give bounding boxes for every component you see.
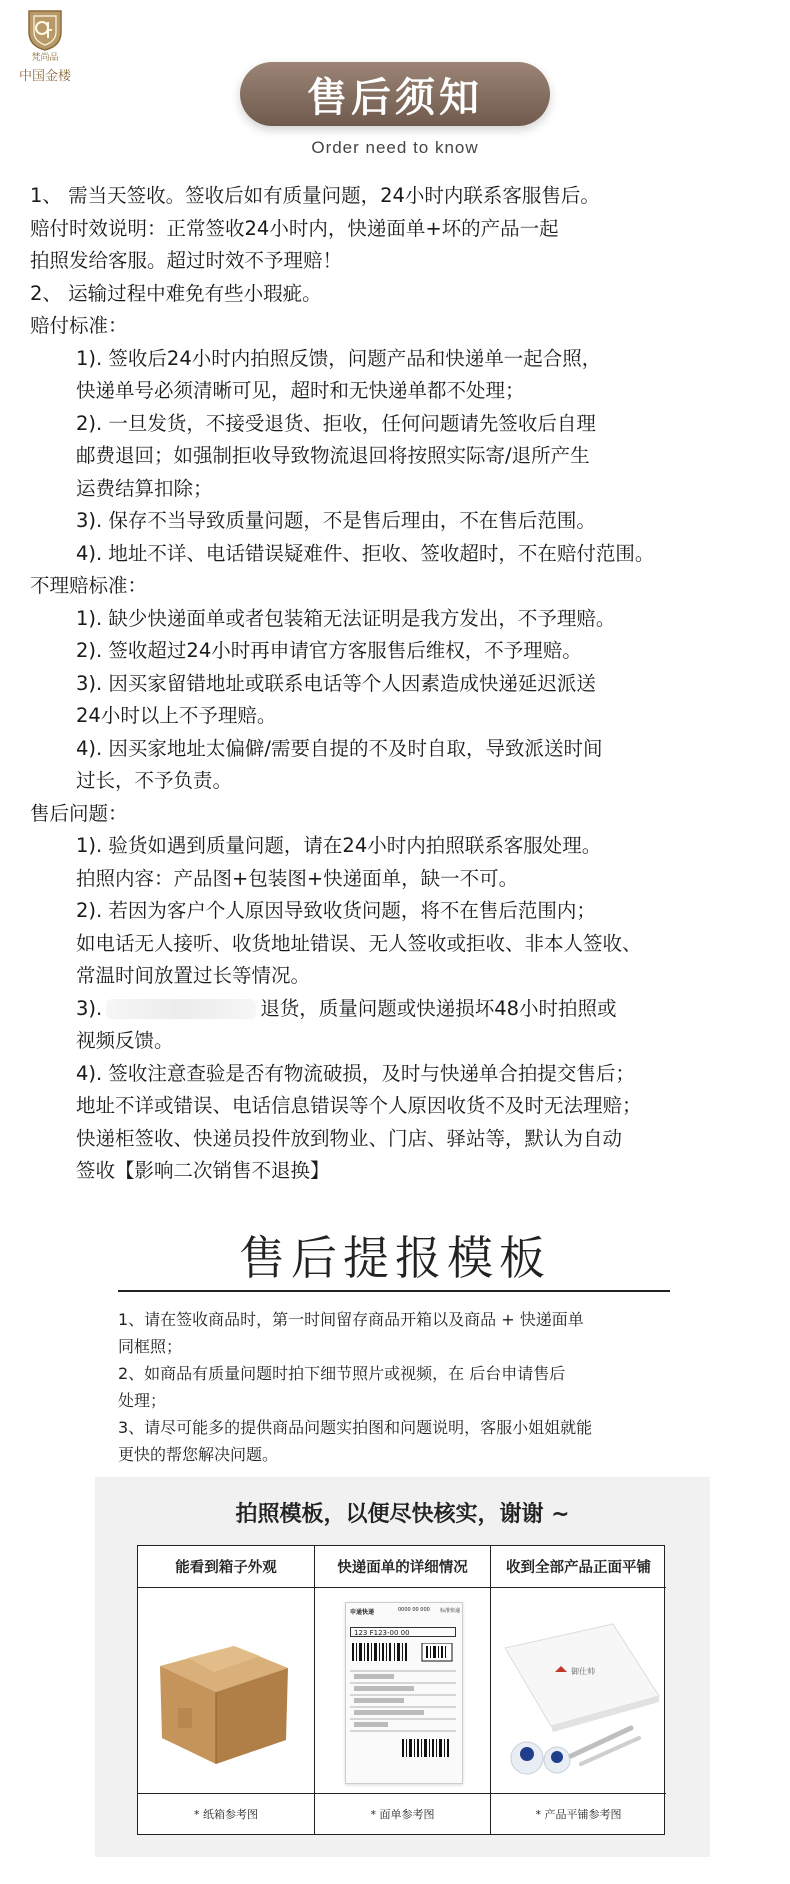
notice-line [30,343,775,376]
notice-line [30,538,775,571]
notice-line-text: 常温时间放置过长等情况。 [76,964,311,987]
notice-line [30,505,775,538]
notice-line [30,1123,775,1156]
waybill-number: 123 F123-00 00 [350,1627,456,1637]
notice-line-text: 1、 需当天签收。签收后如有质量问题，24小时内联系客服售后。 [30,184,600,207]
notice-line-text: 地址不详或错误、电话信息错误等个人原因收货不及时无法理赔； [76,1094,642,1117]
notice-line [30,408,775,441]
notice-line [30,180,775,213]
template-note-line: 处理； [118,1391,167,1410]
notice-line-text: 赔付标准： [30,314,128,337]
barcode-icon [350,1643,458,1773]
notice-line [30,635,775,668]
cardboard-box-icon [138,1588,312,1792]
photo-template-grid [137,1545,665,1835]
waybill-code-top: 0000 00 000 [398,1607,430,1613]
product-flatlay-icon [491,1588,665,1792]
notice-line-text: 快递单号必须清晰可见，超时和无快递单都不处理； [76,379,525,402]
page-subtitle: Order need to know [311,138,479,157]
notice-line [30,375,775,408]
photo-template-panel [95,1477,710,1857]
column-header: 能看到箱子外观 [138,1546,314,1588]
box-image [138,1588,314,1794]
page-title: 售后须知 [240,62,550,126]
notice-line-text: 4). 因买家地址太偏僻/需要自提的不及时自取，导致派送时间 [76,736,603,760]
waybill-paper [345,1602,463,1784]
notice-line [30,245,775,278]
notice-line-text: 4). 地址不详、电话错误疑难件、拒收、签收超时，不在赔付范围。 [76,541,655,565]
column-caption: * 产品平铺参考图 [535,1808,622,1821]
column-caption: * 纸箱参考图 [194,1808,258,1821]
notice-line-text: 24小时以上不予理赔。 [76,704,277,727]
waybill-brand: 申通快递 [350,1609,375,1616]
notice-line-text: 赔付时效说明：正常签收24小时内，快递面单+坏的产品一起 [30,216,559,240]
waybill-tag: 标准快递 [440,1608,461,1614]
template-title: 售后提报模板 [239,1231,551,1285]
template-note-line: 1、请在签收商品时，第一时间留存商品开箱以及商品 + 快递面单 [118,1310,584,1329]
waybill-image [315,1588,490,1794]
template-note-line: 更快的帮您解决问题。 [118,1445,279,1464]
column-header: 收到全部产品正面平铺 [491,1546,666,1588]
notice-line [30,993,775,1026]
notice-line [30,830,775,863]
notice-line-text: 3). [76,996,103,1020]
notice-line [30,213,775,246]
notice-line-text: 快递柜签收、快递员投件放到物业、门店、驿站等，默认为自动 [76,1126,623,1150]
notice-line [30,668,775,701]
notice-line [30,473,775,506]
shield-logo-icon [26,8,64,52]
notice-line [30,570,775,603]
photo-template-title: 拍照模板，以便尽快核实，谢谢 ~ [235,1502,570,1527]
notice-line-text: 2). 一旦发货，不接受退货、拒收，任何问题请先签收后自理 [76,411,596,435]
notice-line-text: 如电话无人接听、收货地址错误、无人签收或拒收、非本人签收、 [76,931,642,955]
template-notes [118,1306,678,1468]
notice-line-text: 退货，质量问题或快递损坏48小时拍照或 [260,996,617,1020]
brand-small-label: 梵尚品 [31,53,59,63]
template-note-line: 同框照； [118,1337,183,1356]
column-caption: * 面单参考图 [370,1808,435,1821]
notice-line-text: 拍照发给客服。超过时效不予理赔！ [30,249,343,272]
notice-line [30,765,775,798]
notice-line-text: 3). 保存不当导致质量问题，不是售后理由，不在售后范围。 [76,509,596,532]
brand-name: 中国金楼 [18,69,71,84]
template-note-line: 3、请尽可能多的提供商品问题实拍图和问题说明，客服小姐姐就能 [118,1418,593,1437]
notice-text [30,180,775,1188]
notice-line-text: 1). 签收后24小时内拍照反馈，问题产品和快递单一起合照， [76,346,602,370]
notice-line-text: 2). 签收超过24小时再申请官方客服售后维权，不予理赔。 [76,639,582,662]
notice-line-text: 视频反馈。 [76,1029,174,1052]
template-note-line: 2、如商品有质量问题时拍下细节照片或视频，在 后台申请售后 [118,1364,566,1383]
notice-line [30,895,775,928]
notice-line-text: 邮费退回；如强制拒收导致物流退回将按照实际寄/退所产生 [76,444,590,467]
notice-line [30,1025,775,1058]
column-waybill [314,1546,490,1834]
notice-line-text: 运费结算扣除； [76,476,213,500]
column-header: 快递面单的详细情况 [315,1546,490,1588]
notice-line-text: 3). 因买家留错地址或联系电话等个人因素造成快递延迟派送 [76,671,596,695]
notice-line [30,1058,775,1091]
notice-line [30,1155,775,1188]
notice-line [30,798,775,831]
product-brand: 御仕帅 [571,1667,595,1676]
notice-line [30,440,775,473]
notice-line-text: 不理赔标准： [30,574,148,597]
template-divider [118,1290,670,1292]
notice-line [30,960,775,993]
redacted-text [106,999,256,1019]
notice-line-text: 4). 签收注意查验是否有物流破损，及时与快递单合拍提交售后； [76,1061,635,1085]
column-box [138,1546,314,1834]
notice-line-text: 1). 验货如遇到质量问题，请在24小时内拍照联系客服处理。 [76,834,602,857]
notice-line [30,310,775,343]
notice-line [30,928,775,961]
notice-line [30,700,775,733]
notice-line-text: 2). 若因为客户个人原因导致收货问题，将不在售后范围内； [76,899,596,922]
notice-line-text: 过长，不予负责。 [76,769,233,792]
notice-line [30,603,775,636]
products-image [491,1588,666,1794]
notice-line [30,863,775,896]
notice-line-text: 签收【影响二次销售不退换】 [76,1159,330,1182]
notice-line [30,733,775,766]
notice-line-text: 2、 运输过程中难免有些小瑕疵。 [30,281,322,305]
column-products [490,1546,666,1834]
notice-line [30,278,775,311]
notice-line-text: 1). 缺少快递面单或者包装箱无法证明是我方发出，不予理赔。 [76,606,616,630]
notice-line-text: 售后问题： [30,801,128,825]
notice-line-text: 拍照内容：产品图+包装图+快递面单，缺一不可。 [76,866,519,890]
notice-line [30,1090,775,1123]
brand-logo [10,8,80,84]
